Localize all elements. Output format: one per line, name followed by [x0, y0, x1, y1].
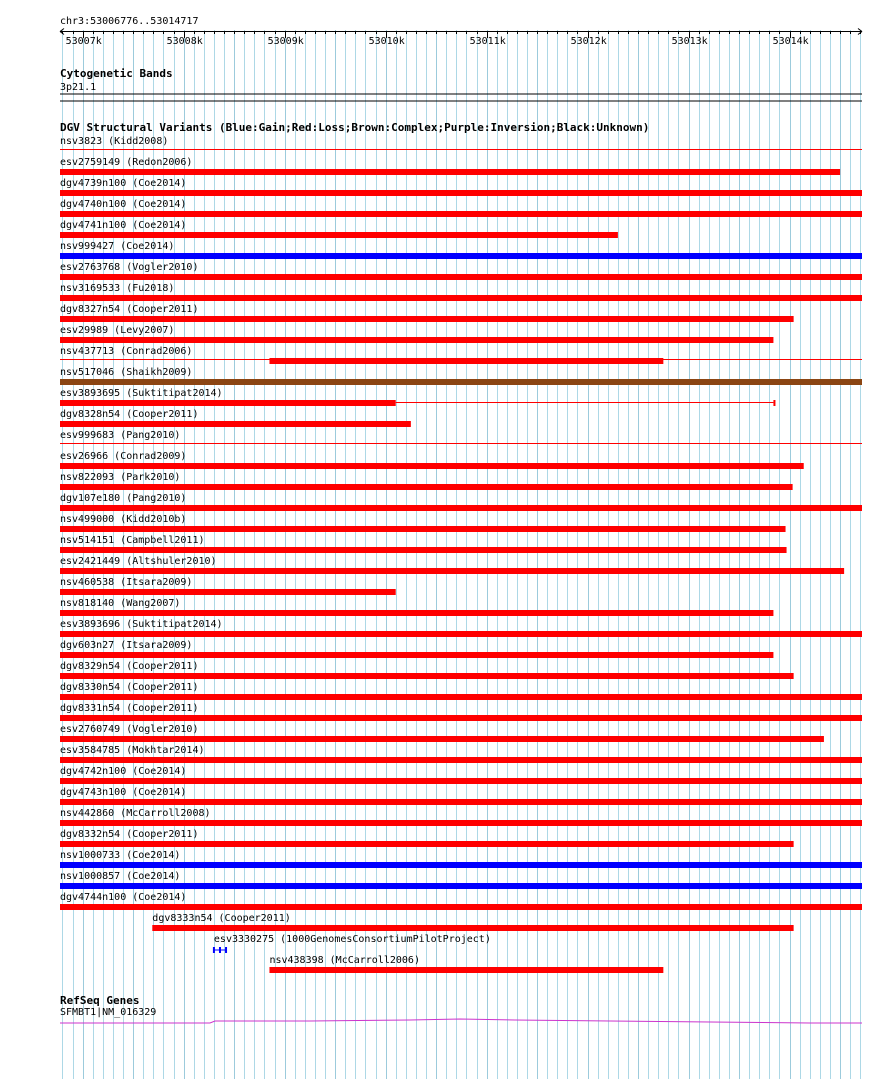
sv-bar: [60, 295, 862, 301]
sv-feature-label: dgv8328n54 (Cooper2011): [60, 409, 199, 420]
sv-feature[interactable]: [60, 871, 862, 889]
sv-bar: [60, 610, 773, 616]
gene-label: SFMBT1|NM_016329: [60, 1007, 157, 1018]
ruler-tick-label: 53012k: [570, 36, 607, 47]
sv-feature-label: dgv4742n100 (Coe2014): [60, 766, 187, 777]
sv-feature[interactable]: [60, 850, 862, 868]
sv-feature-label: dgv8329n54 (Cooper2011): [60, 661, 199, 672]
sv-feature-label: esv3893696 (Suktitipat2014): [60, 619, 223, 630]
sv-feature-label: esv2759149 (Redon2006): [60, 157, 193, 168]
sv-bar: [60, 400, 396, 406]
sv-feature[interactable]: [60, 199, 862, 217]
sv-bar: [60, 526, 786, 532]
ruler-tick-label: 53007k: [65, 36, 102, 47]
sv-feature-label: esv29989 (Levy2007): [60, 325, 175, 336]
sv-feature[interactable]: [60, 535, 787, 553]
sv-bar: [60, 736, 824, 742]
sv-feature-label: dgv4739n100 (Coe2014): [60, 178, 187, 189]
sv-feature-label: nsv818140 (Wang2007): [60, 598, 181, 609]
sv-feature[interactable]: [60, 157, 840, 175]
sv-feature-label: nsv3823 (Kidd2008): [60, 136, 169, 147]
sv-feature-label: dgv4740n100 (Coe2014): [60, 199, 187, 210]
sv-feature-label: esv26966 (Conrad2009): [60, 451, 187, 462]
sv-feature-label: nsv1000733 (Coe2014): [60, 850, 181, 861]
sv-feature-label: nsv442860 (McCarroll2008): [60, 808, 211, 819]
sv-feature[interactable]: [60, 787, 862, 805]
sv-bar: [60, 694, 862, 700]
sv-bar: [60, 631, 862, 637]
sv-feature[interactable]: [60, 682, 862, 700]
sv-feature-label: nsv999427 (Coe2014): [60, 241, 175, 252]
sv-bar: [60, 799, 862, 805]
sv-feature[interactable]: [60, 262, 862, 280]
sv-feature-label: dgv603n27 (Itsara2009): [60, 640, 193, 651]
sv-feature-label: esv999683 (Pang2010): [60, 430, 181, 441]
sv-bar: [60, 841, 794, 847]
sv-bar: [60, 778, 862, 784]
sv-bar: [60, 589, 396, 595]
sv-bar: [60, 757, 862, 763]
sv-bar: [60, 883, 862, 889]
sv-bar: [152, 925, 793, 931]
sv-feature-label: dgv8333n54 (Cooper2011): [152, 913, 291, 924]
sv-feature[interactable]: [60, 766, 862, 784]
sv-bar: [60, 904, 862, 910]
sv-feature-label: dgv4744n100 (Coe2014): [60, 892, 187, 903]
sv-feature-label: dgv4743n100 (Coe2014): [60, 787, 187, 798]
sv-bar: [60, 715, 862, 721]
sv-bar: [60, 505, 862, 511]
sv-feature-label: esv3893695 (Suktitipat2014): [60, 388, 223, 399]
sv-feature-label: nsv514151 (Campbell2011): [60, 535, 205, 546]
sv-bar: [60, 190, 862, 196]
sv-bar: [60, 253, 862, 259]
sv-bar: [60, 547, 787, 553]
ruler-tick-label: 53013k: [671, 36, 708, 47]
dgv-track: [60, 136, 862, 973]
sv-feature-label: esv3584785 (Mokhtar2014): [60, 745, 205, 756]
gene-transcript-line: [60, 1019, 862, 1023]
sv-feature[interactable]: [60, 808, 862, 826]
sv-bar: [60, 484, 793, 490]
ruler-tick-label: 53011k: [469, 36, 506, 47]
sv-feature-label: dgv8327n54 (Cooper2011): [60, 304, 199, 315]
sv-bar: [60, 274, 862, 280]
ruler-tick-label: 53009k: [267, 36, 304, 47]
sv-feature-label: dgv8332n54 (Cooper2011): [60, 829, 199, 840]
sv-bar: [60, 463, 804, 469]
sv-bar: [60, 421, 411, 427]
ruler-tick-label: 53010k: [368, 36, 405, 47]
sv-bar: [60, 379, 862, 385]
sv-feature[interactable]: [60, 619, 862, 637]
sv-feature[interactable]: [60, 409, 411, 427]
sv-bar: [773, 400, 775, 406]
sv-feature[interactable]: [60, 745, 862, 763]
sv-bar: [60, 211, 862, 217]
sv-feature[interactable]: [214, 934, 491, 953]
sv-feature[interactable]: [60, 136, 862, 150]
sv-feature-label: dgv107e180 (Pang2010): [60, 493, 187, 504]
sv-feature[interactable]: [152, 913, 793, 931]
sv-feature[interactable]: [60, 451, 804, 469]
sv-feature[interactable]: [60, 220, 618, 238]
sv-feature[interactable]: [60, 178, 862, 196]
region-label: chr3:53006776..53014717: [60, 16, 199, 27]
position-ruler: [60, 29, 862, 48]
sv-feature[interactable]: [60, 283, 862, 301]
sv-feature[interactable]: [60, 241, 862, 259]
refseq-track-title: RefSeq Genes: [60, 994, 140, 1007]
sv-feature[interactable]: [60, 346, 862, 364]
sv-feature[interactable]: [60, 367, 862, 385]
dgv-track-title: DGV Structural Variants (Blue:Gain;Red:Loss;Brown:Complex;Purple:Inversion;Black:Unknown): [60, 121, 650, 134]
sv-feature-label: dgv8330n54 (Cooper2011): [60, 682, 199, 693]
sv-feature-label: dgv4741n100 (Coe2014): [60, 220, 187, 231]
cytoband-track-title: Cytogenetic Bands: [60, 67, 173, 80]
sv-bar: [60, 316, 794, 322]
sv-bar: [60, 169, 840, 175]
sv-bar: [60, 337, 773, 343]
sv-feature[interactable]: [60, 892, 862, 910]
sv-bar: [60, 232, 618, 238]
cytoband-label: 3p21.1: [60, 82, 97, 93]
sv-feature-label: nsv517046 (Shaikh2009): [60, 367, 193, 378]
sv-bar: [60, 862, 862, 868]
sv-feature[interactable]: [60, 703, 862, 721]
sv-feature-label: esv2763768 (Vogler2010): [60, 262, 199, 273]
ruler-tick-label: 53014k: [772, 36, 809, 47]
sv-feature-label: nsv822093 (Park2010): [60, 472, 181, 483]
sv-feature-label: esv3330275 (1000GenomesConsortiumPilotProject): [213, 934, 491, 945]
sv-feature-label: nsv1000857 (Coe2014): [60, 871, 181, 882]
sv-bar: [60, 820, 862, 826]
sv-bar: [269, 967, 663, 973]
sv-feature-label: nsv437713 (Conrad2006): [60, 346, 193, 357]
ruler-tick-label: 53008k: [166, 36, 203, 47]
sv-feature[interactable]: [60, 493, 862, 511]
sv-bar: [60, 673, 794, 679]
sv-feature[interactable]: [60, 514, 786, 532]
sv-feature[interactable]: [60, 430, 862, 444]
sv-feature-label: nsv3169533 (Fu2018): [60, 283, 175, 294]
sv-feature-label: dgv8331n54 (Cooper2011): [60, 703, 199, 714]
sv-feature-label: nsv438398 (McCarroll2006): [269, 955, 420, 966]
sv-bar: [60, 652, 773, 658]
sv-feature-label: nsv460538 (Itsara2009): [60, 577, 193, 588]
sv-feature-label: esv2760749 (Vogler2010): [60, 724, 199, 735]
sv-bar: [269, 358, 663, 364]
sv-feature-label: esv2421449 (Altshuler2010): [60, 556, 217, 567]
sv-bar: [60, 568, 844, 574]
sv-feature-label: nsv499000 (Kidd2010b): [60, 514, 187, 525]
sv-feature[interactable]: [60, 556, 844, 574]
